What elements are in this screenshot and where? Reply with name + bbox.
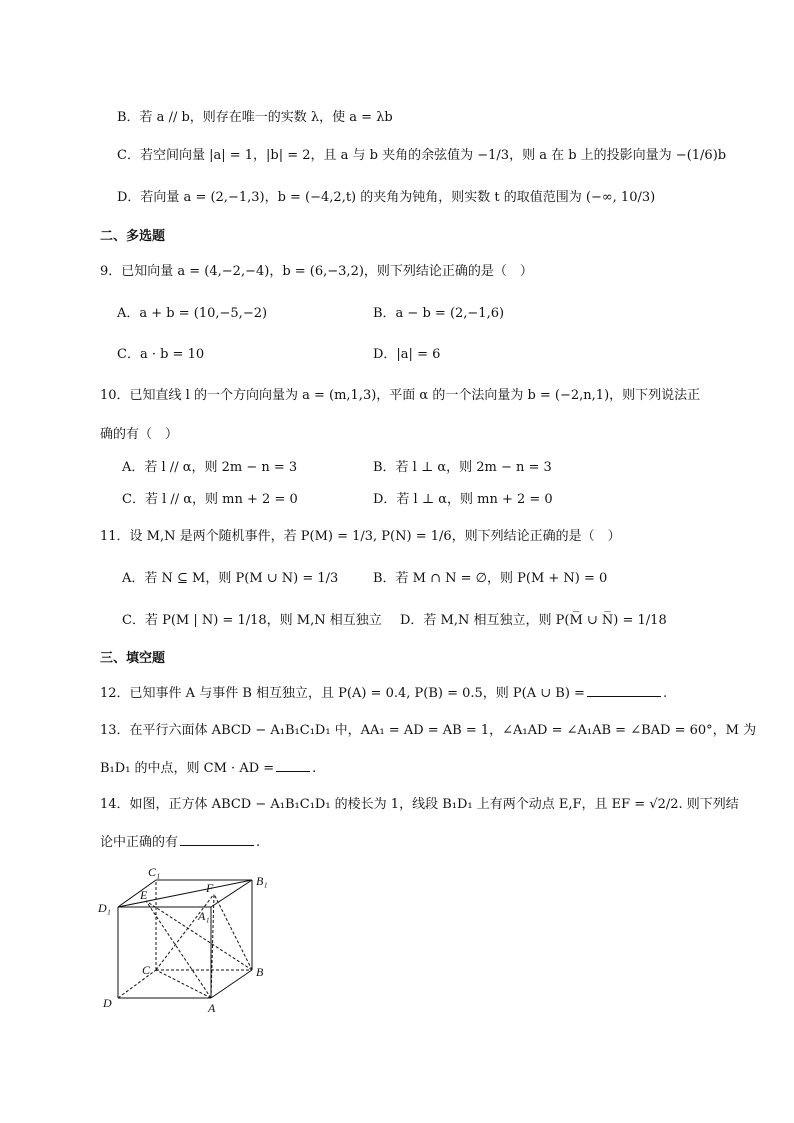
label-B1: B₁ — [256, 874, 268, 888]
label-F: F — [206, 881, 214, 895]
q8-option-c: C．若空间向量 |a| = 1，|b| = 2，且 a 与 b 夹角的余弦值为 −1/3，则 a 在 b 上的投影向量为 −(1/6)b — [117, 148, 727, 163]
q10-stem-line2: 确的有（ ） — [100, 427, 179, 442]
label-D: D — [103, 996, 112, 1010]
label-E: E — [140, 888, 148, 902]
q13-line2 — [100, 759, 316, 778]
label-B: B — [256, 965, 264, 979]
q14-line1: 14．如图，正方体 ABCD − A₁B₁C₁D₁ 的棱长为 1，线段 B₁D₁ 上有两个动点 E,F，且 EF = √2/2. 则下列结 — [100, 797, 739, 812]
cube-figure — [98, 862, 278, 1022]
q11-option-a: A．若 N ⊆ M，则 P(M ∪ N) = 1/3 — [122, 571, 339, 586]
q11-stem: 11．设 M,N 是两个随机事件，若 P(M) = 1/3, P(N) = 1/6，则下列结论正确的是（ ） — [100, 529, 621, 544]
q12-stem: 12．已知事件 A 与事件 B 相互独立，且 P(A) = 0.4, P(B) = 0.5，则 P(A ∪ B) = — [100, 686, 585, 701]
label-A: A — [208, 1001, 216, 1015]
q10-option-d: D．若 l ⊥ α，则 mn + 2 = 0 — [373, 492, 553, 507]
edge-DC-hidden — [118, 970, 156, 998]
q10-option-a: A．若 l // α，则 2m − n = 3 — [122, 460, 298, 475]
label-C: C — [142, 963, 151, 977]
q12-period: . — [662, 686, 668, 701]
label-C1: C₁ — [148, 865, 161, 879]
q14-line2 — [100, 833, 260, 852]
label-D1: D₁ — [98, 901, 111, 915]
q14-stem: 论中正确的有 — [100, 835, 179, 850]
section-heading-multiple-choice: 二、多选题 — [100, 229, 166, 244]
label-A1: A₁ — [198, 909, 210, 923]
q11-option-d: D．若 M,N 相互独立，则 P(M̅ ∪ N̅) = 1/18 — [400, 613, 667, 628]
answer-blank[interactable] — [276, 759, 310, 772]
q9-option-c: C．a · b = 10 — [117, 347, 205, 362]
q12-text — [100, 684, 667, 703]
q13-line1: 13．在平行六面体 ABCD − A₁B₁C₁D₁ 中，AA₁ = AD = AB = 1，∠A₁AD = ∠A₁AB = ∠BAD = 60°，M 为 — [100, 723, 757, 738]
q13-stem: B₁D₁ 的中点，则 CM · AD = — [100, 761, 275, 776]
q8-option-b: B．若 a // b，则存在唯一的实数 λ，使 a = λb — [117, 110, 393, 125]
q11-option-c: C．若 P(M | N) = 1/18，则 M,N 相互独立 — [122, 613, 382, 628]
q14-period: . — [256, 835, 261, 850]
answer-blank[interactable] — [180, 833, 254, 846]
segment-AC — [156, 970, 211, 998]
q10-option-b: B．若 l ⊥ α，则 2m − n = 3 — [373, 460, 552, 475]
q10-option-c: C．若 l // α，则 mn + 2 = 0 — [122, 492, 298, 507]
q9-stem: 9．已知向量 a = (4,−2,−4)，b = (6,−3,2)，则下列结论正确的是（ ） — [100, 264, 533, 279]
segment-BF — [214, 894, 252, 970]
q13-period: . — [312, 761, 317, 776]
q10-stem-line1: 10．已知直线 l 的一个方向向量为 a = (m,1,3)，平面 α 的一个法向量为 b = (−2,n,1)，则下列说法正 — [100, 388, 701, 403]
section-heading-fill-in: 三、填空题 — [100, 651, 166, 666]
q9-option-a: A．a + b = (10,−5,−2) — [117, 306, 268, 321]
q8-option-d: D．若向量 a = (2,−1,3)，b = (−4,2,t) 的夹角为钝角，则实数 t 的取值范围为 (−∞, 10/3) — [117, 190, 656, 205]
edge-AB — [211, 970, 252, 998]
q11-option-b: B．若 M ∩ N = ∅，则 P(M + N) = 0 — [373, 571, 608, 586]
q9-option-d: D．|a| = 6 — [373, 347, 441, 362]
answer-blank[interactable] — [587, 684, 661, 697]
q9-option-b: B．a − b = (2,−1,6) — [373, 306, 505, 321]
